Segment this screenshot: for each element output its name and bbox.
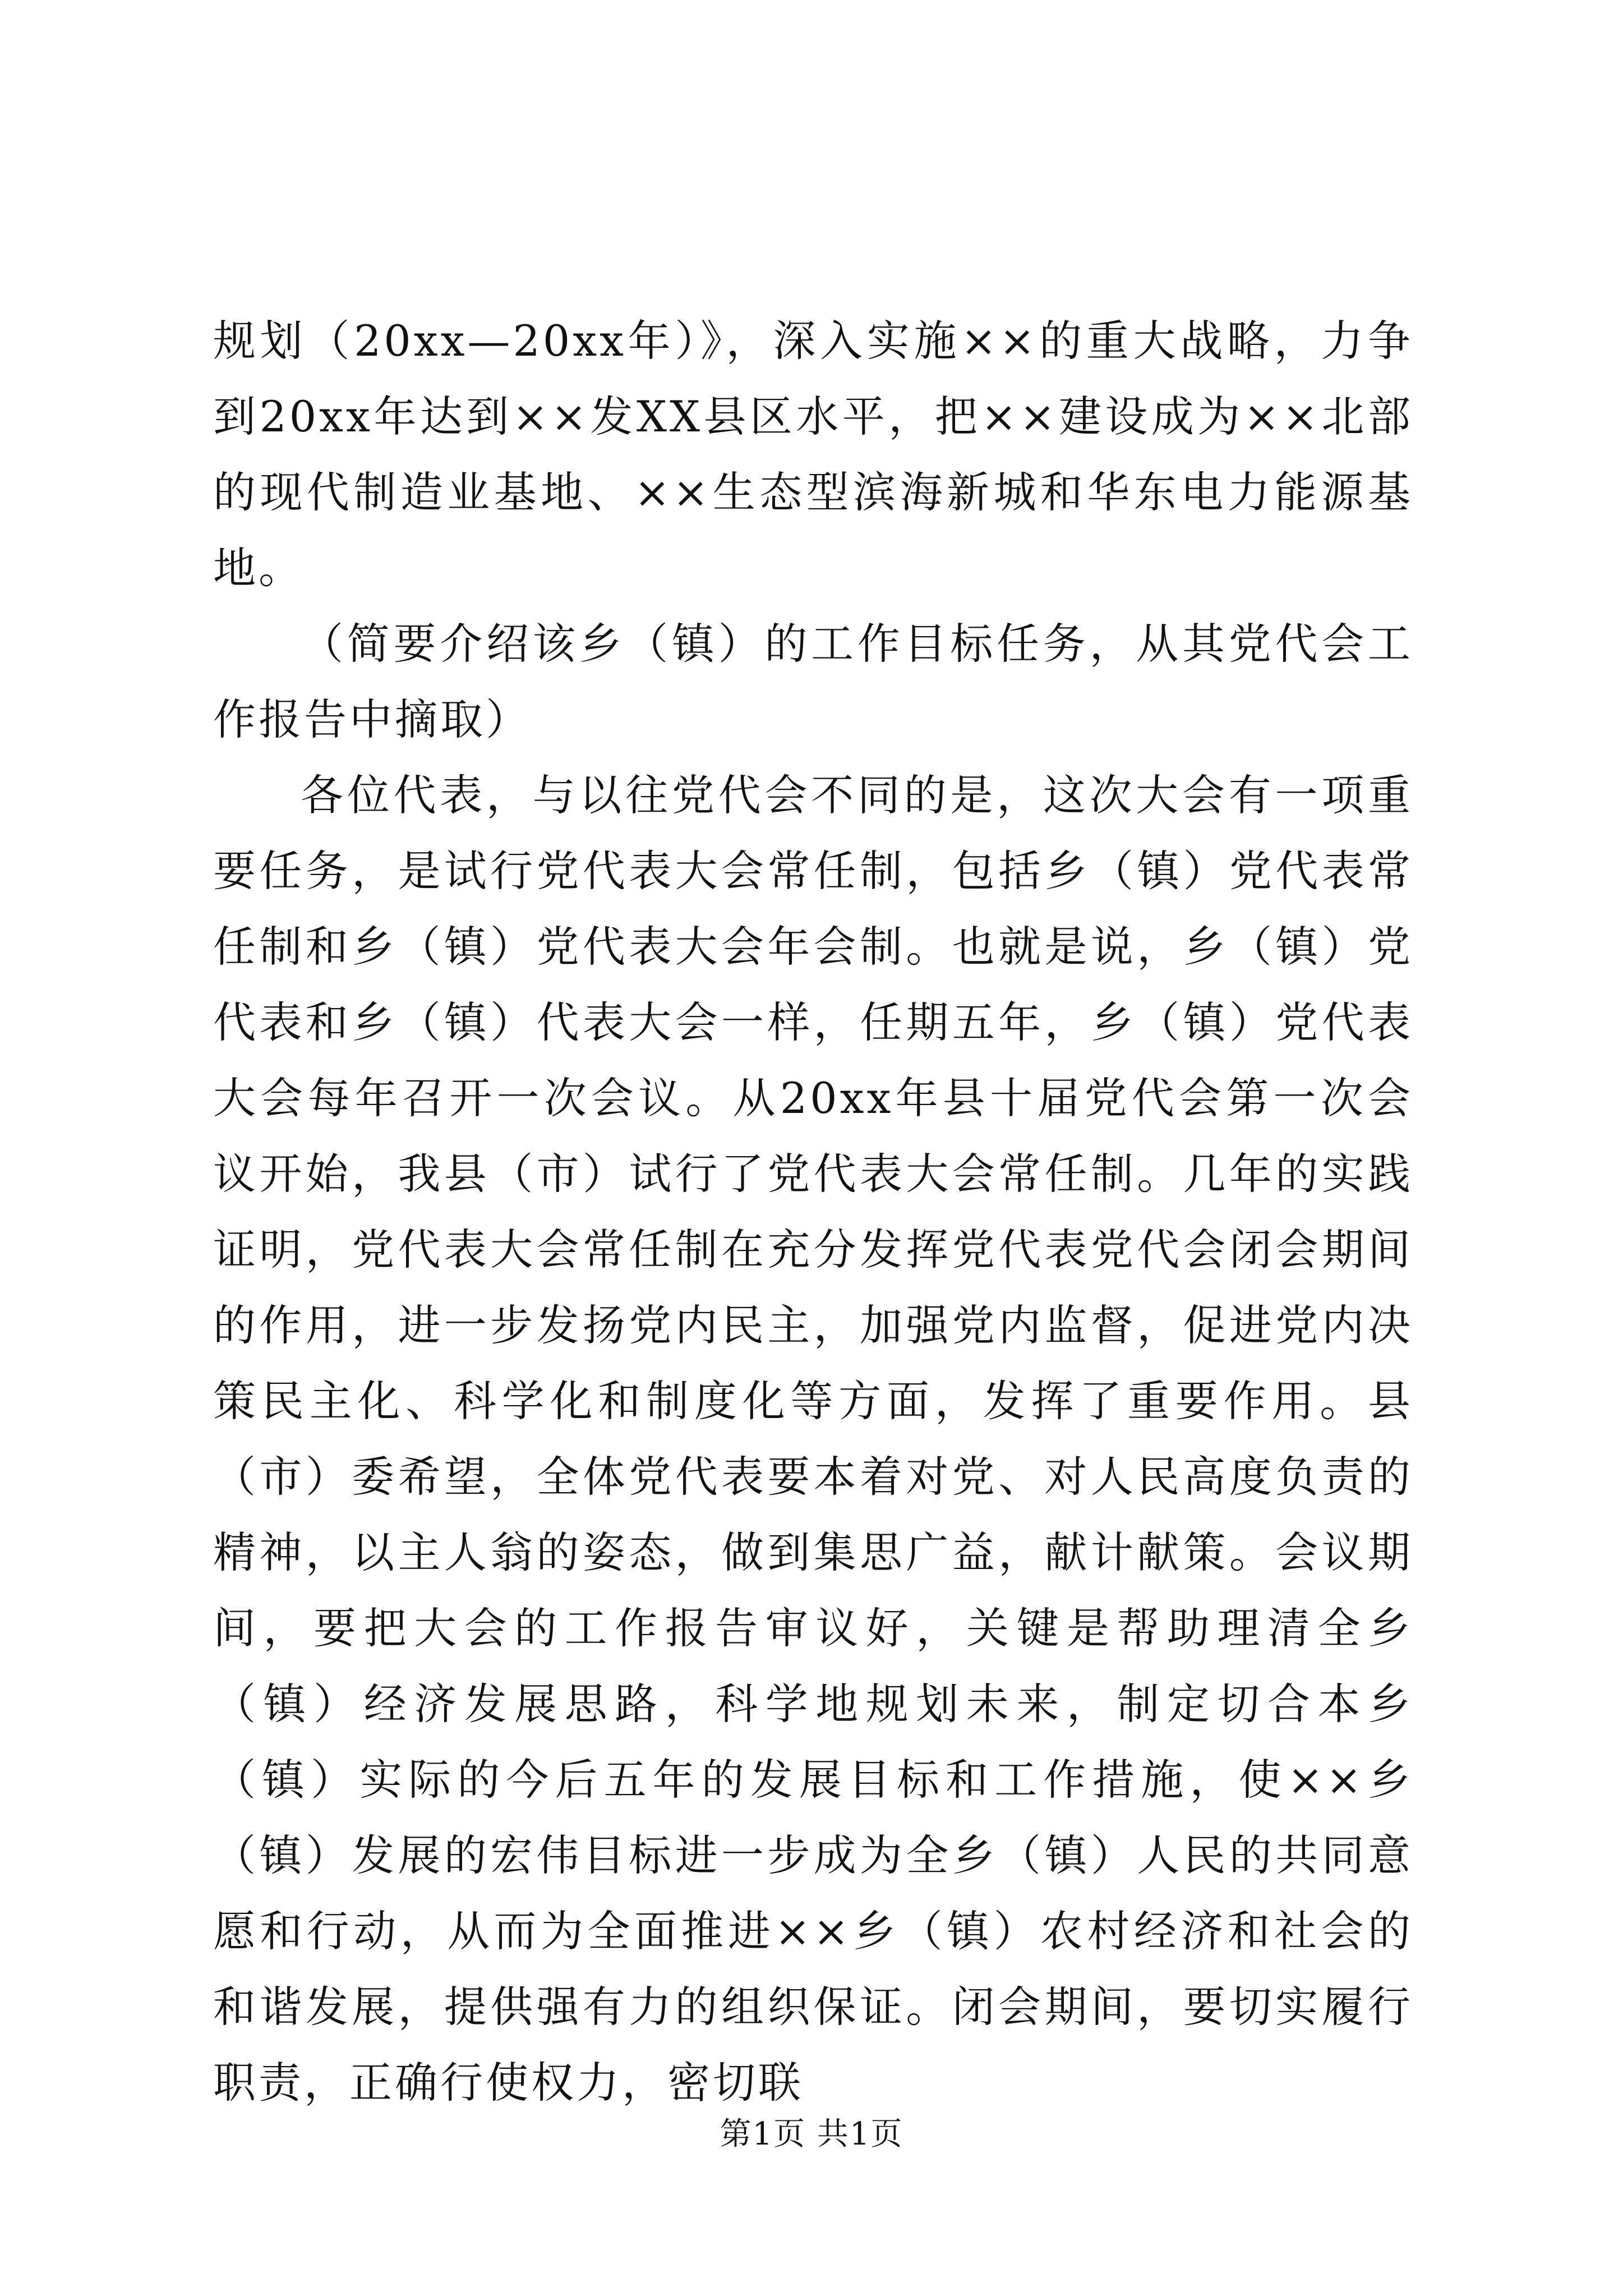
- document-body: [213, 303, 1413, 2120]
- paragraph-continuation: 规划（20xx—20xx年）》，深入实施××的重大战略，力争到20xx年达到××发XX县区水平，把××建设成为××北部的现代制造业基地、××生态型滨海新城和华东电力能源基地。: [213, 316, 1413, 593]
- paragraph-note: （简要介绍该乡（镇）的工作目标任务，从其党代会工作报告中摘取）: [213, 619, 1413, 744]
- page-footer: 第1页 共1页: [720, 2116, 903, 2152]
- paragraph-main: 各位代表，与以往党代会不同的是，这次大会有一项重要任务，是试行党代表大会常任制，包括乡（镇）党代表常任制和乡（镇）党代表大会年会制。也就是说，乡（镇）党代表和乡（镇）代表大会一样，任期五年，乡（镇）党代表大会每年召开一次会议。从20xx年县十届党代会第一次会议开始，我县（市）试行了党代表大会常任制。几年的实践证明，党代表大会常任制在充分发挥党代表党代会闭会期间的作用，进一步发扬党内民主，加强党内监督，促进党内决策民主化、科学化和制度化等方面，发挥了重要作用。县（市）委希望，全体党代表要本着对党、对人民高度负责的精神，以主人翁的姿态，做到集思广益，献计献策。会议期间，要把大会的工作报告审议好，关键是帮助理清全乡（镇）经济发展思路，科学地规划未来，制定切合本乡（镇）实际的今后五年的发展目标和工作措施，使××乡（镇）发展的宏伟目标进一步成为全乡（镇）人民的共同意愿和行动，从而为全面推进××乡（镇）农村经济和社会的和谐发展，提供强有力的组织保证。闭会期间，要切实履行职责，正确行使权力，密切联: [213, 770, 1413, 2108]
